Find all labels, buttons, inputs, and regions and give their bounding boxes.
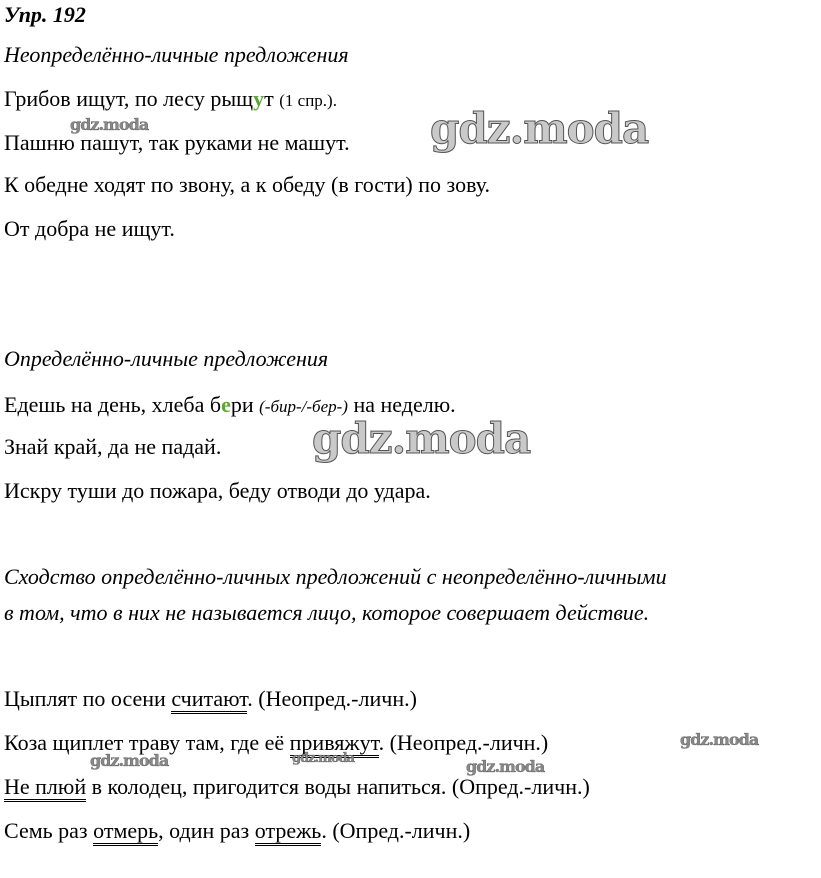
section1-line4: От добра не ищут. [4, 216, 175, 241]
watermark: gdz.moda [90, 751, 169, 770]
exercise-title: Упр. 192 [4, 2, 86, 27]
conclusion-line2: в том, что в них не называется лицо, которое совершает действие. [4, 600, 650, 625]
section1-line3: К обедне ходят по звону, а к обеду (в гости) по зову. [4, 172, 491, 197]
example-4: Семь раз отмерь, один раз отрежь. (Опред.-личн.) [4, 818, 470, 844]
section1-line1: Грибов ищут, по лесу рыщут (1 спр.). [4, 86, 337, 111]
section2-line1: Едешь на день, хлеба бери (-бир-/-бер-) на неделю. [4, 392, 456, 417]
highlight-letter: е [221, 392, 231, 417]
conclusion-line1: Сходство определённо-личных предложений с неопределённо-личными [4, 564, 667, 589]
watermark: gdz.moda [430, 104, 649, 153]
section2-heading: Определённо-личные предложения [4, 346, 329, 371]
watermark: gdz.moda [680, 730, 759, 749]
predicate: привяжут [290, 730, 379, 758]
example-3: Не плюй в колодец, пригодится воды напиться. (Опред.-личн.) [4, 774, 590, 800]
predicate: отмерь [93, 818, 158, 846]
section1-line2: Пашню пашут, так руками не машут. [4, 130, 350, 155]
watermark: gdz.moda [70, 115, 149, 134]
section2-line3: Искру туши до пожара, беду отводи до удара. [4, 478, 431, 503]
predicate: отрежь [255, 818, 322, 846]
highlight-letter: у [253, 86, 265, 111]
section2-line2: Знай край, да не падай. [4, 434, 222, 459]
predicate: считают [171, 686, 247, 714]
watermark: gdz.moda [312, 414, 531, 463]
example-2: Коза щиплет траву там, где её привяжут. (Неопред.-личн.) [4, 730, 548, 756]
watermark: gdz.moda [292, 751, 355, 766]
section1-heading: Неопределённо-личные предложения [4, 42, 349, 67]
example-1: Цыплят по осени считают. (Неопред.-личн.) [4, 686, 417, 712]
predicate: Не плюй [4, 774, 86, 802]
watermark: gdz.moda [466, 757, 545, 776]
